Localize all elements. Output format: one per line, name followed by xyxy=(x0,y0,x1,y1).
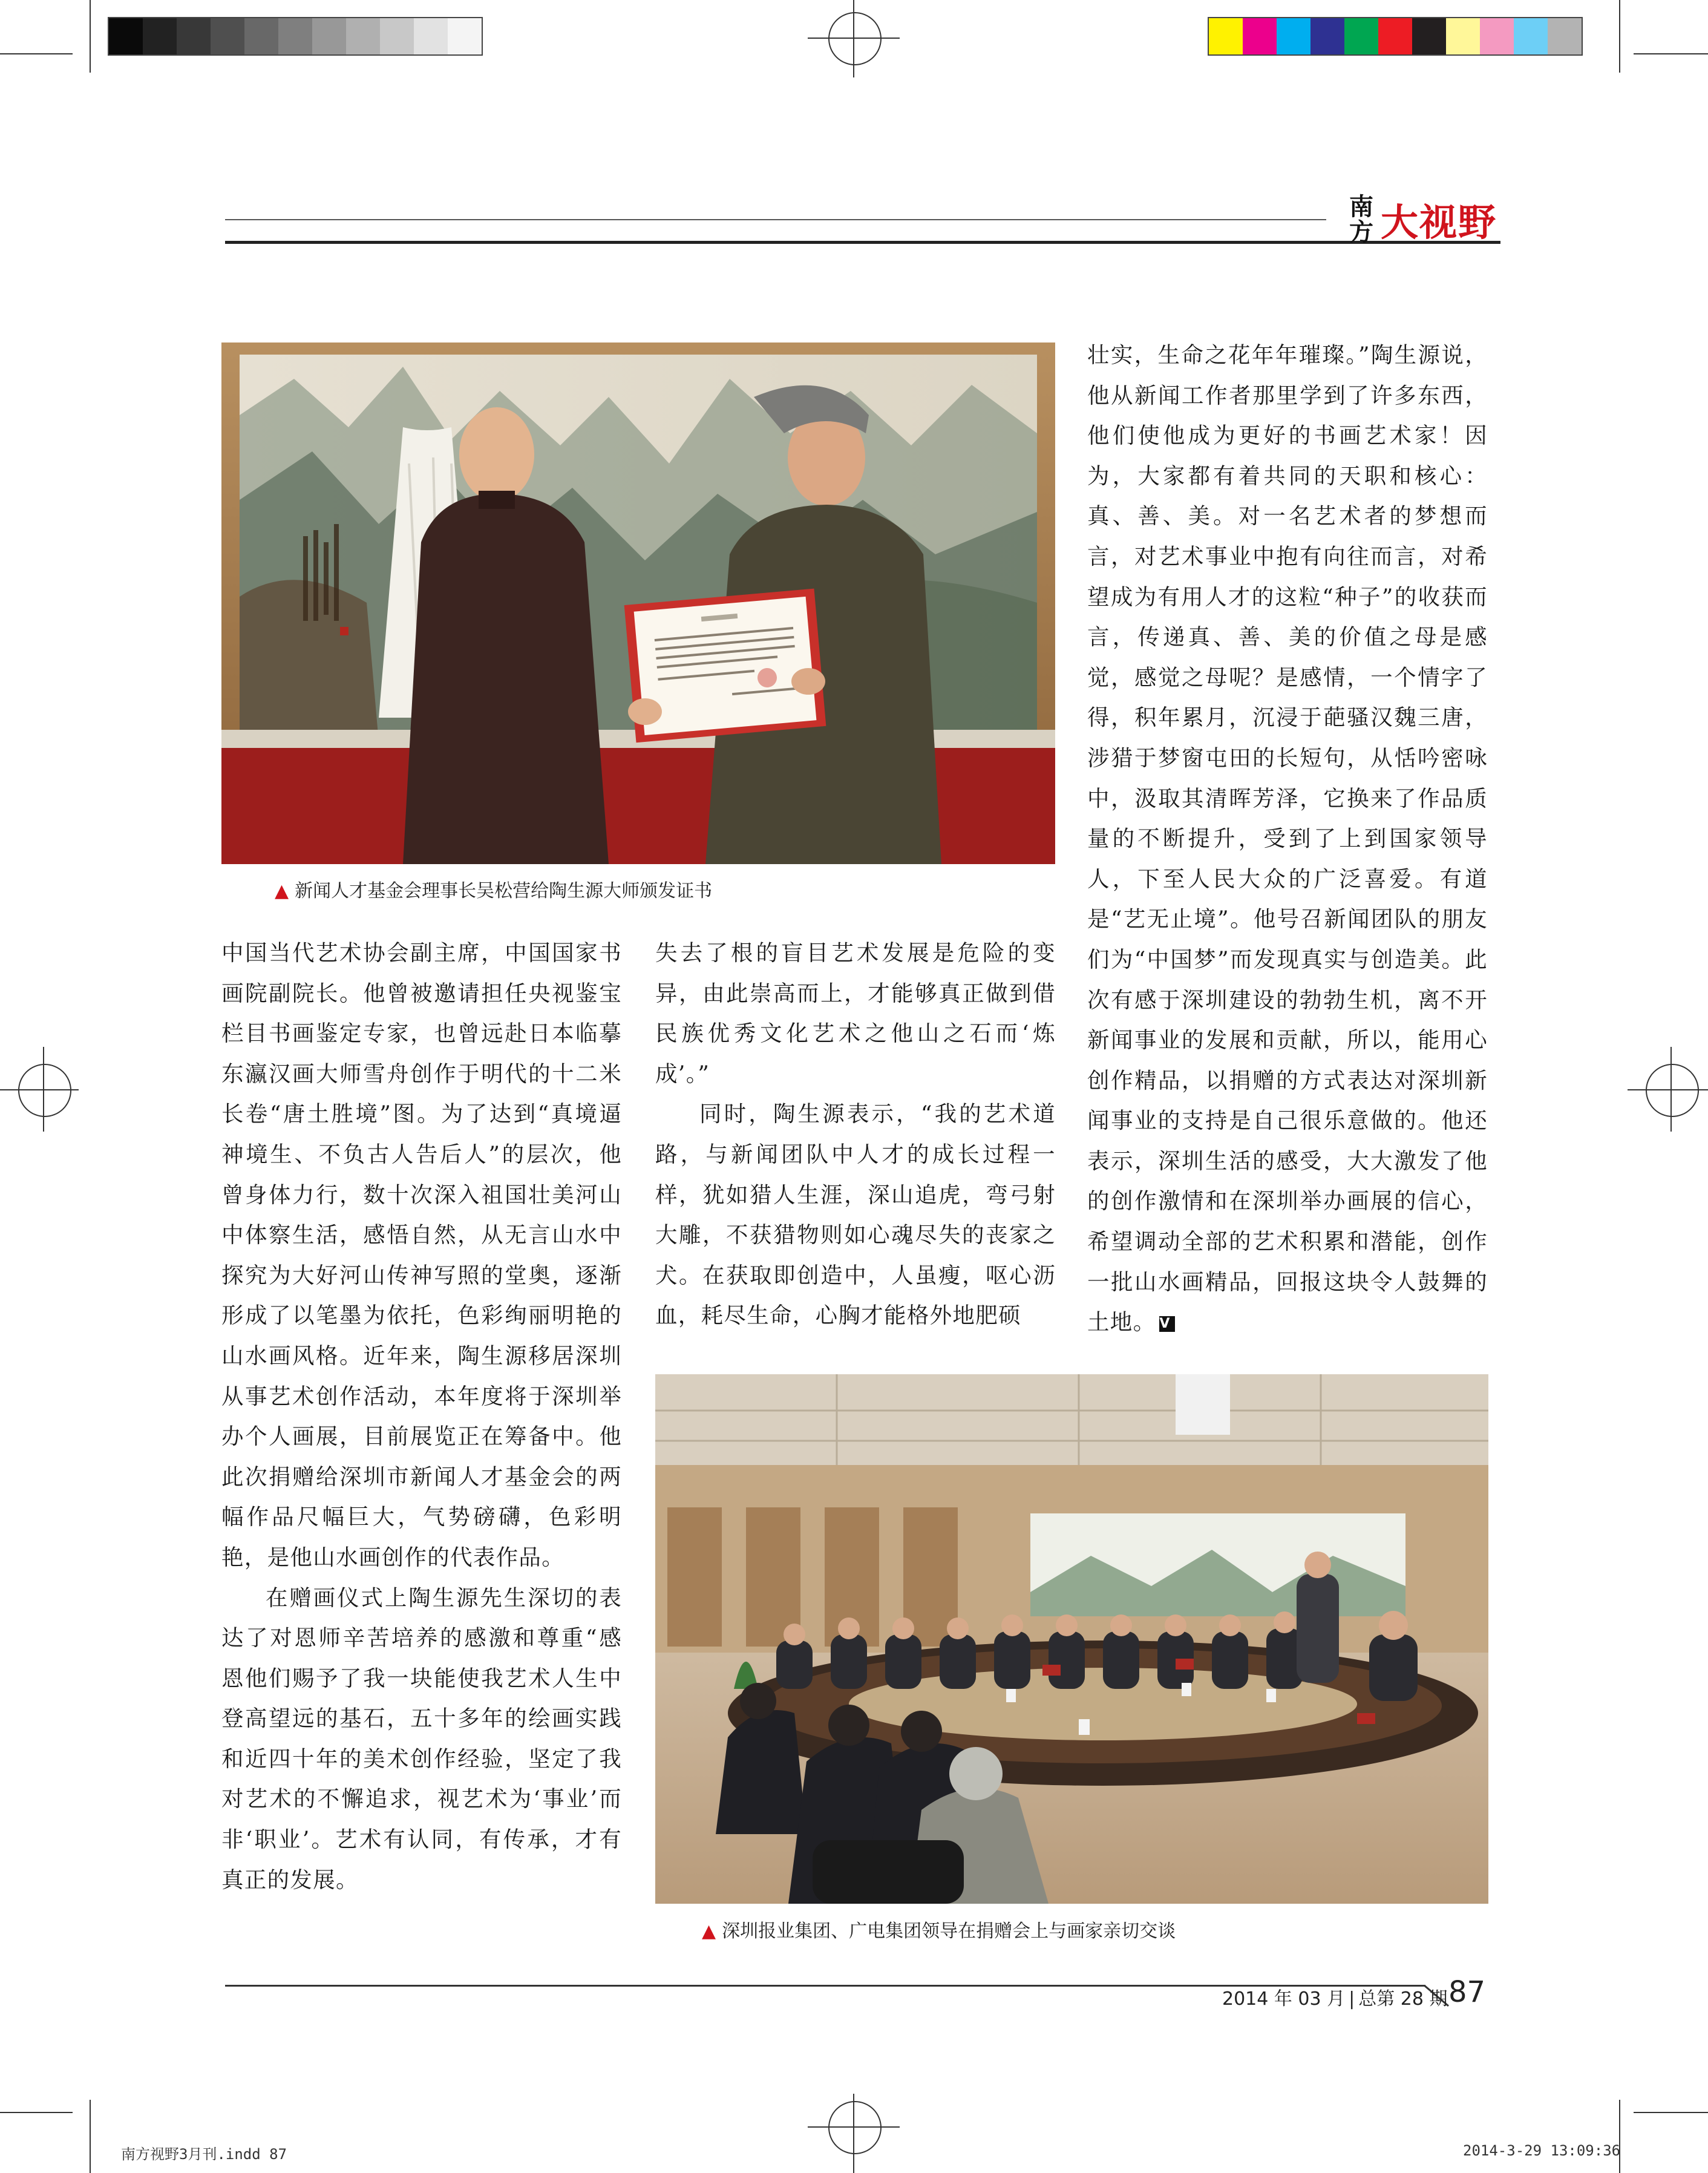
gray-color-bar xyxy=(108,17,483,56)
color-swatch xyxy=(1277,18,1310,54)
color-swatch xyxy=(448,18,482,54)
color-swatch xyxy=(312,18,346,54)
article-column-1 xyxy=(221,933,622,1900)
page-number: 87 xyxy=(1448,1975,1486,2009)
award-photo xyxy=(221,343,1055,864)
footer-issue xyxy=(1222,1984,1448,2010)
crop-mark xyxy=(1634,53,1708,54)
color-swatch xyxy=(244,18,278,54)
caption-text: 新闻人才基金会理事长吴松营给陶生源大师颁发证书 xyxy=(295,880,713,902)
color-swatch xyxy=(1243,18,1277,54)
crop-mark xyxy=(0,53,73,54)
color-swatch xyxy=(346,18,380,54)
photo-bottom-caption xyxy=(702,1916,1176,1942)
color-swatch xyxy=(380,18,414,54)
crop-mark xyxy=(1619,0,1620,73)
color-swatch xyxy=(1378,18,1412,54)
article-column-2 xyxy=(655,933,1056,1336)
logo-small: 南方 xyxy=(1349,192,1373,246)
slug-datetime: 2014-3-29 13:09:36 xyxy=(1463,2142,1621,2159)
color-swatch xyxy=(1412,18,1446,54)
issue-date: 2014 年 03 月 xyxy=(1222,1988,1346,2010)
caption-text: 深圳报业集团、广电集团领导在捐赠会上与画家亲切交谈 xyxy=(722,1921,1176,1942)
color-swatch xyxy=(1344,18,1378,54)
paragraph: 在赠画仪式上陶生源先生深切的表达了对恩师辛苦培养的感激和尊重“感恩他们赐予了我一块能使我艺术人生中登高望远的基石，五十多年的绘画实践和近四十年的美术创作经验，坚定了我对艺术的不懈追求，视艺术为‘事业’而非‘职业’。艺术有认同，有传承，才有真正的发展。 xyxy=(221,1584,622,1893)
crop-mark xyxy=(90,2100,91,2173)
color-swatch xyxy=(1480,18,1514,54)
color-swatch xyxy=(143,18,177,54)
footer-separator: | xyxy=(1349,1988,1355,2010)
color-swatch xyxy=(1446,18,1480,54)
article-column-3 xyxy=(1087,335,1488,1343)
crop-mark xyxy=(0,2112,73,2113)
photo-top-caption xyxy=(275,876,712,902)
paragraph: 失去了根的盲目艺术发展是危险的变异，由此崇高而上，才能够真正做到借民族优秀文化艺术之他山之石而‘炼成’。” xyxy=(655,940,1056,1087)
header-rule xyxy=(225,219,1326,220)
end-mark-icon: V xyxy=(1159,1316,1175,1332)
crop-mark xyxy=(90,0,91,73)
logo-big: 大视野 xyxy=(1381,200,1497,244)
paragraph: 同时，陶生源表示，“我的艺术道路，与新闻团队中人才的成长过程一样，犹如猎人生涯，深山追虎，弯弓射大雕，不获猎物则如心魂尽失的丧家之犬。在获取即创造中，人虽瘦，呕心沥血，耗尽生命，心胸才能格外地肥硕 xyxy=(655,1101,1056,1329)
issue-total: 总第 28 期 xyxy=(1358,1988,1448,2010)
color-swatch xyxy=(278,18,312,54)
color-swatch xyxy=(1514,18,1548,54)
color-swatch xyxy=(1209,18,1243,54)
color-swatch xyxy=(177,18,211,54)
header-rule-thick xyxy=(225,241,1500,244)
color-swatch xyxy=(211,18,244,54)
paragraph-text: 壮实，生命之花年年璀璨。”陶生源说，他从新闻工作者那里学到了许多东西，他们使他成为更好的书画艺术家！因为，大家都有着共同的天职和核心：真、善、美。对一名艺术者的梦想而言，对艺术事业中抱有向往而言，对希望成为有用人才的这粒“种子”的收获而言，传递真、善、美的价值之母是感觉，感觉之母呢？是感情，一个情字了得，积年累月，沉浸于葩骚汉魏三唐，涉猎于梦窗屯田的长短句，从恬吟密咏中，汲取其清晖芳泽，它换来了作品质量的不断提升，受到了上到国家领导人，下至人民大众的广泛喜爱。有道是“艺无止境”。他号召新闻团队的朋友们为“中国梦”而发现真实与创造美。此次有感于深圳建设的勃勃生机，离不开新闻事业的发展和贡献，所以，能用心创作精品，以捐赠的方式表达对深圳新闻事业的支持是自己很乐意做的。他还表示，深圳生活的感受，大大激发了他的创作激情和在深圳举办画展的信心，希望调动全部的艺术积累和潜能，创作一批山水画精品，回报这块令人鼓舞的土地。 xyxy=(1087,342,1488,1336)
color-swatch xyxy=(109,18,143,54)
crop-mark xyxy=(1619,2100,1620,2173)
paragraph xyxy=(1087,335,1488,1343)
process-color-bar xyxy=(1208,17,1583,56)
paragraph: 中国当代艺术协会副主席，中国国家书画院副院长。他曾被邀请担任央视鉴宝栏目书画鉴定专家，也曾远赴日本临摹东瀛汉画大师雪舟创作于明代的十二米长卷“唐土胜境”图。为了达到“真境逼神境生、不负古人告后人”的层次，他曾身体力行，数十次深入祖国壮美河山中体察生活，感悟自然，从无言山水中探究为大好河山传神写照的堂奥，逐渐形成了以笔墨为依托，色彩绚丽明艳的山水画风格。近年来，陶生源移居深圳从事艺术创作活动，本年度将于深圳举办个人画展，目前展览正在筹备中。他此次捐赠给深圳市新闻人才基金会的两幅作品尺幅巨大，气势磅礴，色彩明艳，是他山水画创作的代表作品。 xyxy=(221,940,622,1570)
magazine-logo xyxy=(1349,192,1497,246)
color-swatch xyxy=(1548,18,1582,54)
meeting-photo xyxy=(655,1374,1488,1904)
triangle-icon: ▲ xyxy=(275,880,289,902)
color-swatch xyxy=(414,18,448,54)
triangle-icon: ▲ xyxy=(702,1921,716,1942)
color-swatch xyxy=(1310,18,1344,54)
slug-file: 南方视野3月刊.indd 87 xyxy=(121,2146,287,2163)
crop-mark xyxy=(1634,2112,1708,2113)
